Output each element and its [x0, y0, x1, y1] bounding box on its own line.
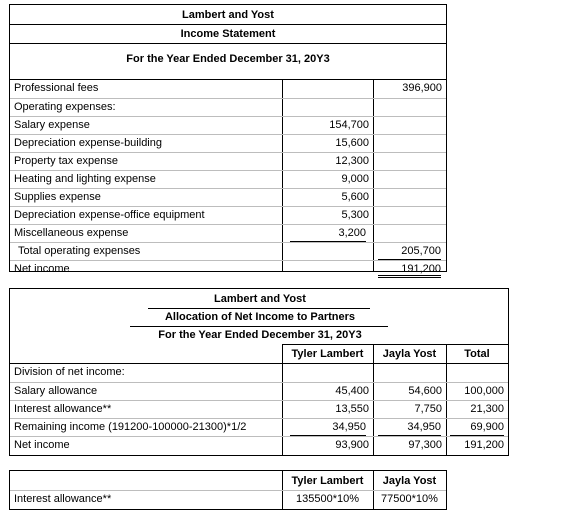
table-row: Total operating expenses 205,700 — [10, 242, 446, 260]
allocation-table — [9, 288, 509, 456]
statement-title: Income Statement — [180, 28, 276, 40]
column-header-tyler-lambert: Tyler Lambert — [291, 348, 364, 360]
table-row: Professional fees 396,900 — [14, 82, 442, 94]
note-header-jayla-yost: Jayla Yost — [382, 475, 437, 487]
column-header-total: Total — [464, 348, 490, 360]
allocation-title: Allocation of Net Income to Partners — [164, 311, 356, 323]
note-header-tyler-lambert: Tyler Lambert — [291, 475, 364, 487]
column-header-jayla-yost: Jayla Yost — [382, 348, 437, 360]
table-row: Salary allowance 45,400 54,600 100,000 — [10, 382, 508, 400]
allocation-period: For the Year Ended December 31, 20Y3 — [158, 329, 362, 341]
table-row: Interest allowance** 135500*10% 77500*10% — [10, 490, 446, 508]
table-row: Salary expense 154,700 — [10, 116, 446, 134]
table-row: Net income 93,900 97,300 191,200 — [10, 436, 508, 454]
table-row: Remaining income (191200-100000-21300)*1/2 34,950 34,950 69,900 — [10, 418, 508, 436]
interest-note-table — [9, 470, 447, 510]
table-row: Heating and lighting expense 9,000 — [10, 170, 446, 188]
allocation-company: Lambert and Yost — [214, 293, 306, 305]
income-statement-table — [9, 4, 447, 275]
table-row: Miscellaneous expense 3,200 — [10, 224, 446, 242]
table-row: Net income 191,200 — [10, 260, 446, 278]
table-row: Supplies expense 5,600 — [10, 188, 446, 206]
company-name: Lambert and Yost — [182, 9, 274, 21]
statement-period: For the Year Ended December 31, 20Y3 — [126, 53, 330, 65]
table-row: Depreciation expense-office equipment 5,300 — [10, 206, 446, 224]
table-row: Property tax expense 12,300 — [10, 152, 446, 170]
table-row: Division of net income: — [14, 366, 125, 378]
table-row: Interest allowance** 13,550 7,750 21,300 — [10, 400, 508, 418]
table-row: Depreciation expense-building 15,600 — [10, 134, 446, 152]
table-row: Operating expenses: — [10, 98, 446, 116]
